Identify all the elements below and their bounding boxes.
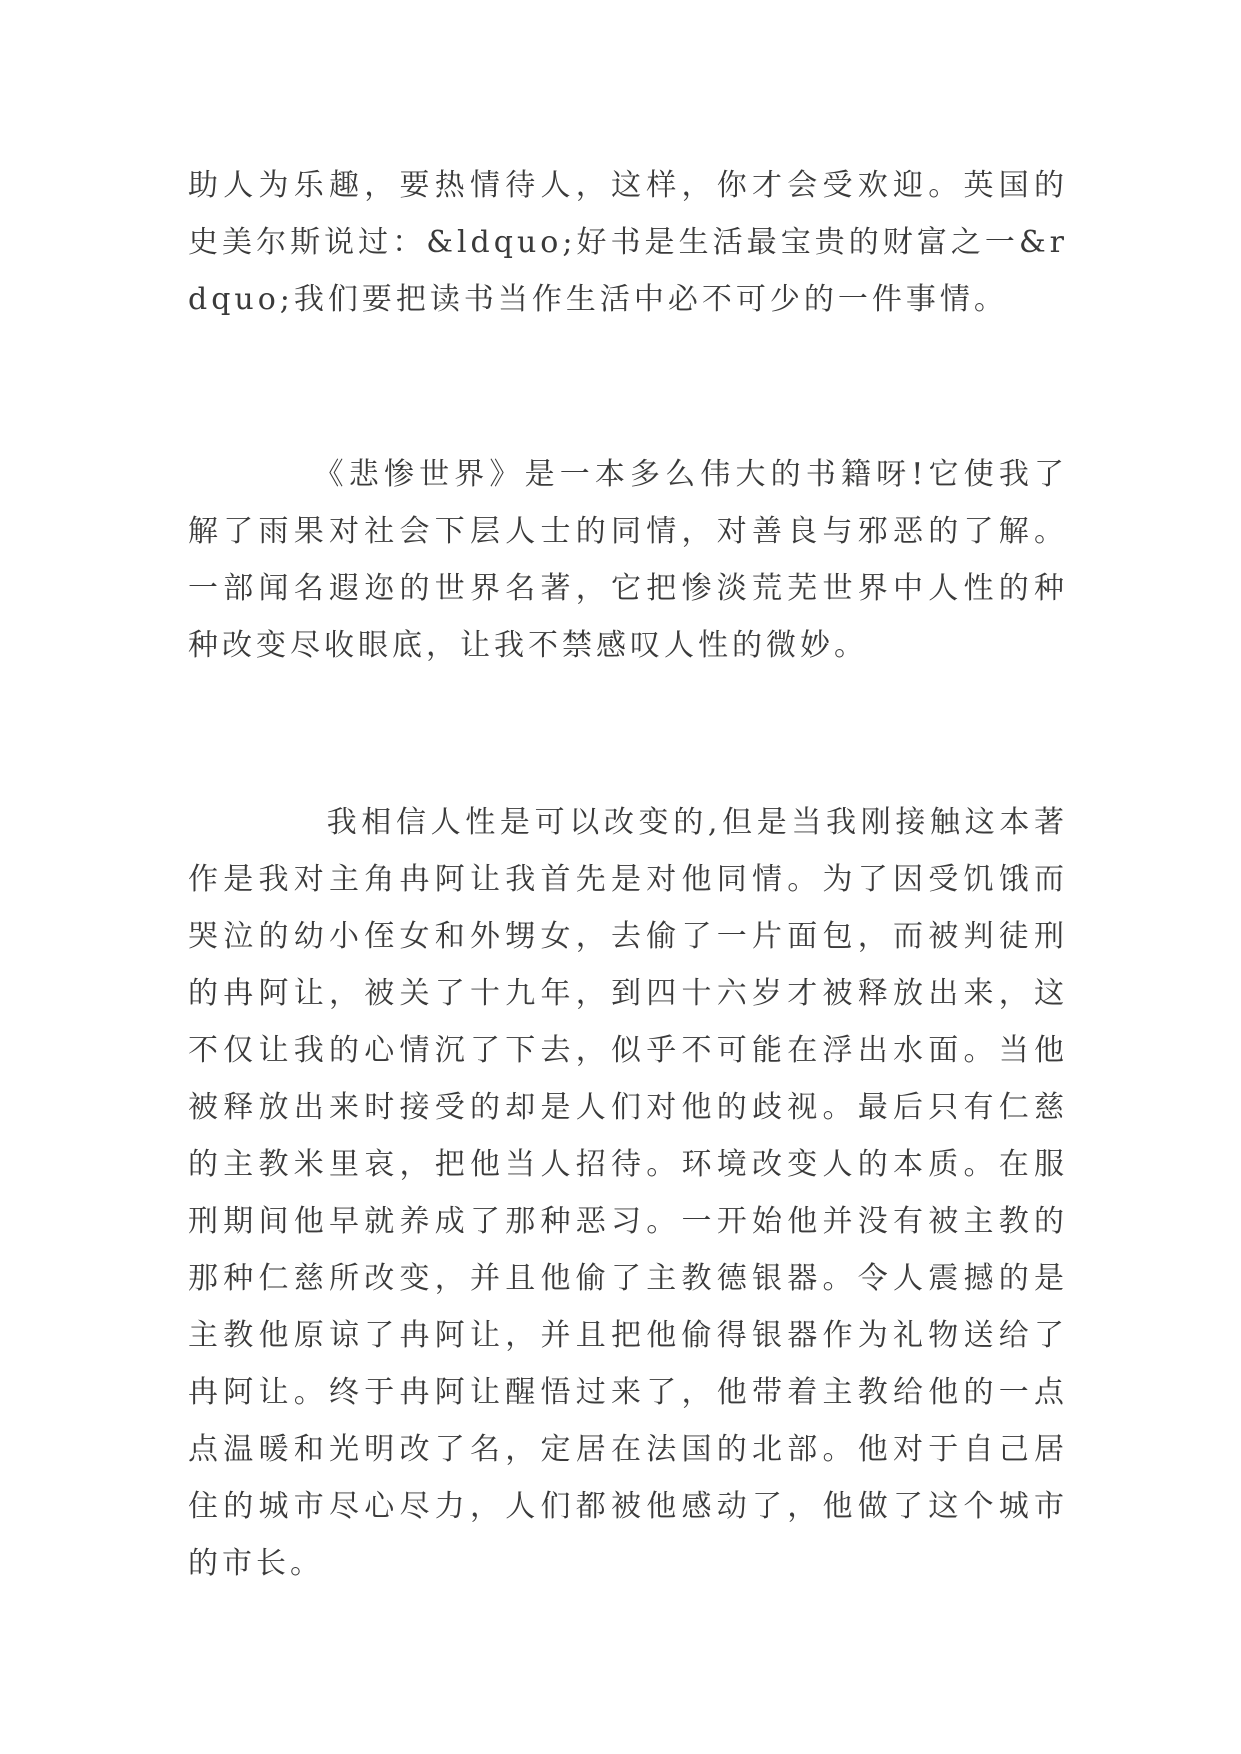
paragraph-3: 我相信人性是可以改变的,但是当我刚接触这本著作是我对主角冉阿让我首先是对他同情。为了因受饥饿而哭泣的幼小侄女和外甥女，去偷了一片面包，而被判徒刑的冉阿让，被关了十九年，到四十六岁才被释放出来，这不仅让我的心情沉了下去，似乎不可能在浮出水面。当他被释放出来时接受的却是人们对他的歧视。最后只有仁慈的主教米里哀，把他当人招待。环境改变人的本质。在服刑期间他早就养成了那种恶习。一开始他并没有被主教的那种仁慈所改变，并且他偷了主教德银器。令人震撼的是主教他原谅了冉阿让，并且把他偷得银器作为礼物送给了冉阿让。终于冉阿让醒悟过来了，他带着主教给他的一点点温暖和光明改了名，定居在法国的北部。他对于自己居住的城市尽心尽力，人们都被他感动了，他做了这个城市的市长。: [188, 805, 1068, 1581]
paragraph-1: 助人为乐趣，要热情待人，这样，你才会受欢迎。英国的史美尔斯说过：&ldquo;好书是生活最宝贵的财富之一&rdquo;我们要把读书当作生活中必不可少的一件事情。: [188, 168, 1068, 317]
paragraph-2: 《悲惨世界》是一本多么伟大的书籍呀!它使我了解了雨果对社会下层人士的同情，对善良与邪恶的了解。一部闻名遐迩的世界名著，它把惨淡荒芜世界中人性的种种改变尽收眼底，让我不禁感叹人性的微妙。: [188, 457, 1068, 663]
